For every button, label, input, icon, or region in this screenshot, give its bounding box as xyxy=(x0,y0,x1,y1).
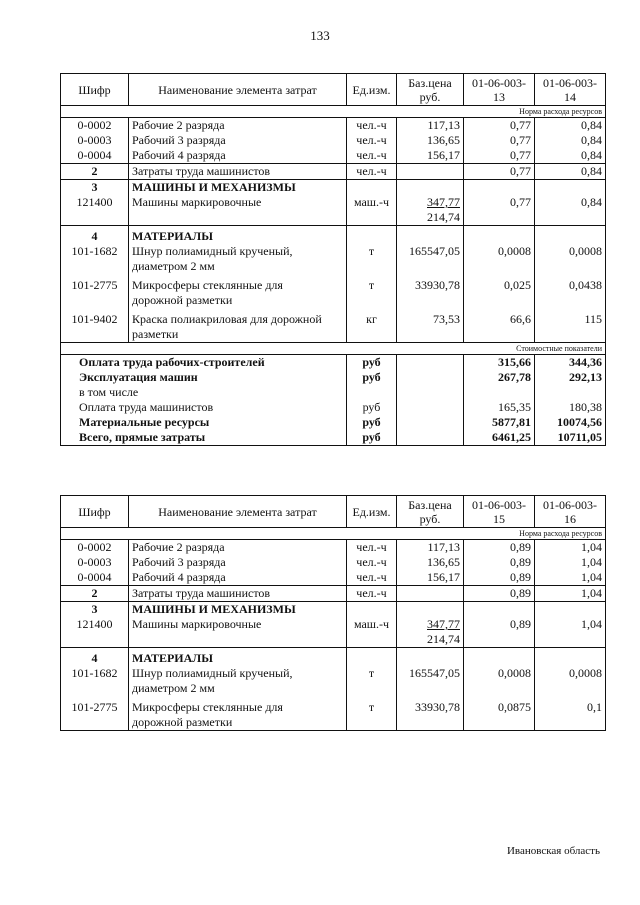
cost-value-1: 5877,81 xyxy=(464,415,535,430)
row-name: Машины маркировочные xyxy=(129,195,347,226)
row-price: 117,13 xyxy=(397,540,464,556)
section-code: 3 xyxy=(61,180,129,196)
table-row xyxy=(61,118,606,134)
row-value-1: 0,89 xyxy=(464,586,535,602)
row-value-2: 0,84 xyxy=(535,195,606,226)
row-name: Рабочие 2 разряда xyxy=(129,540,347,556)
row-code: 0-0003 xyxy=(61,133,129,148)
section-row xyxy=(61,602,606,618)
cost-value-2 xyxy=(535,385,606,400)
cost-row xyxy=(61,385,606,400)
row-price: 165547,05 xyxy=(397,244,464,274)
row-value-1: 0,0008 xyxy=(464,666,535,696)
table-row xyxy=(61,586,606,602)
row-name: Рабочий 3 разряда xyxy=(129,555,347,570)
row-unit: чел.-ч xyxy=(347,133,397,148)
cost-value-2: 180,38 xyxy=(535,400,606,415)
table-row xyxy=(61,308,606,343)
row-price: 156,17 xyxy=(397,148,464,164)
header-col2: 01-06-003-16 xyxy=(535,496,606,528)
header-price: Баз.цена руб. xyxy=(397,496,464,528)
row-code: 101-1682 xyxy=(61,244,129,274)
row-value-2: 1,04 xyxy=(535,617,606,648)
table-row xyxy=(61,666,606,696)
header-col2: 01-06-003-14 xyxy=(535,74,606,106)
row-price xyxy=(397,195,464,226)
cost-row xyxy=(61,400,606,415)
row-code: 2 xyxy=(61,586,129,602)
row-value-2: 0,84 xyxy=(535,164,606,180)
name-line-1: Микросферы стеклянные для xyxy=(132,278,283,292)
cost-name: в том числе xyxy=(61,385,347,400)
cost-value-1: 267,78 xyxy=(464,370,535,385)
row-unit: т xyxy=(347,666,397,696)
row-code: 0-0002 xyxy=(61,118,129,134)
table-row xyxy=(61,696,606,731)
row-value-2: 0,0008 xyxy=(535,244,606,274)
row-value-2: 1,04 xyxy=(535,555,606,570)
cost-unit: руб xyxy=(347,400,397,415)
cost-value-2: 292,13 xyxy=(535,370,606,385)
row-price xyxy=(397,617,464,648)
row-value-1: 0,89 xyxy=(464,540,535,556)
cost-value-1: 315,66 xyxy=(464,355,535,371)
table-row xyxy=(61,617,606,648)
name-line-1: Шнур полиамидный крученый, xyxy=(132,666,293,680)
row-code: 121400 xyxy=(61,195,129,226)
table-row xyxy=(61,570,606,586)
name-line-1: Краска полиакриловая для дорожной xyxy=(132,312,322,326)
price-line-1: 347,77 xyxy=(427,617,460,631)
cost-name: Материальные ресурсы xyxy=(61,415,347,430)
header-code: Шифр xyxy=(61,74,129,106)
row-value-2: 0,1 xyxy=(535,696,606,731)
row-price: 33930,78 xyxy=(397,696,464,731)
section-code: 4 xyxy=(61,648,129,667)
section-code: 4 xyxy=(61,226,129,245)
row-unit: чел.-ч xyxy=(347,586,397,602)
table-row xyxy=(61,133,606,148)
table-row xyxy=(61,148,606,164)
row-name xyxy=(129,308,347,343)
price-line-1: 347,77 xyxy=(427,195,460,209)
row-name xyxy=(129,666,347,696)
price-line-2: 214,74 xyxy=(427,210,460,224)
row-price xyxy=(397,586,464,602)
row-price: 117,13 xyxy=(397,118,464,134)
cost-caption-row xyxy=(61,343,606,355)
cost-caption: Стоимостные показатели xyxy=(61,343,606,355)
row-value-1: 0,89 xyxy=(464,570,535,586)
row-value-1: 0,77 xyxy=(464,195,535,226)
cost-row xyxy=(61,430,606,446)
cost-name: Эксплуатация машин xyxy=(61,370,347,385)
cost-row xyxy=(61,355,606,371)
name-line-2: дорожной разметки xyxy=(132,293,233,307)
header-price: Баз.цена руб. xyxy=(397,74,464,106)
table-header-row xyxy=(61,496,606,528)
row-unit: чел.-ч xyxy=(347,555,397,570)
row-code: 101-2775 xyxy=(61,696,129,731)
section-title: МАТЕРИАЛЫ xyxy=(129,226,347,245)
cost-unit: руб xyxy=(347,415,397,430)
row-code: 0-0002 xyxy=(61,540,129,556)
cost-name: Оплата труда машинистов xyxy=(61,400,347,415)
row-price: 136,65 xyxy=(397,133,464,148)
row-unit: т xyxy=(347,274,397,308)
name-line-1: Микросферы стеклянные для xyxy=(132,700,283,714)
table-header-row xyxy=(61,74,606,106)
section-title: МАШИНЫ И МЕХАНИЗМЫ xyxy=(129,180,347,196)
cost-value-1: 165,35 xyxy=(464,400,535,415)
row-unit: т xyxy=(347,244,397,274)
cost-row xyxy=(61,415,606,430)
row-price: 136,65 xyxy=(397,555,464,570)
row-name: Затраты труда машинистов xyxy=(129,586,347,602)
row-name xyxy=(129,274,347,308)
row-unit: чел.-ч xyxy=(347,164,397,180)
row-price: 165547,05 xyxy=(397,666,464,696)
name-line-2: диаметром 2 мм xyxy=(132,681,215,695)
row-unit: т xyxy=(347,696,397,731)
section-title: МАТЕРИАЛЫ xyxy=(129,648,347,667)
row-code: 2 xyxy=(61,164,129,180)
row-value-2: 0,0438 xyxy=(535,274,606,308)
row-unit: чел.-ч xyxy=(347,540,397,556)
table-row xyxy=(61,195,606,226)
name-line-2: дорожной разметки xyxy=(132,715,233,729)
row-name: Рабочий 3 разряда xyxy=(129,133,347,148)
section-title: МАШИНЫ И МЕХАНИЗМЫ xyxy=(129,602,347,618)
row-name xyxy=(129,696,347,731)
cost-value-2: 10074,56 xyxy=(535,415,606,430)
resource-table-1 xyxy=(60,73,606,446)
row-unit: кг xyxy=(347,308,397,343)
row-value-1: 66,6 xyxy=(464,308,535,343)
header-code: Шифр xyxy=(61,496,129,528)
resource-table-2 xyxy=(60,495,606,731)
cost-value-2: 10711,05 xyxy=(535,430,606,446)
norm-caption: Норма расхода ресурсов xyxy=(61,528,606,540)
header-name: Наименование элемента затрат xyxy=(129,496,347,528)
row-value-1: 0,77 xyxy=(464,133,535,148)
norm-caption-row xyxy=(61,106,606,118)
row-value-2: 1,04 xyxy=(535,570,606,586)
row-code: 101-1682 xyxy=(61,666,129,696)
row-code: 0-0003 xyxy=(61,555,129,570)
cost-row xyxy=(61,370,606,385)
row-value-2: 0,84 xyxy=(535,118,606,134)
cost-name: Оплата труда рабочих-строителей xyxy=(61,355,347,371)
table-row xyxy=(61,274,606,308)
price-line-2: 214,74 xyxy=(427,632,460,646)
row-price: 73,53 xyxy=(397,308,464,343)
cost-unit xyxy=(347,385,397,400)
row-value-1: 0,0875 xyxy=(464,696,535,731)
row-name xyxy=(129,244,347,274)
row-unit: маш.-ч xyxy=(347,195,397,226)
row-code: 121400 xyxy=(61,617,129,648)
section-row xyxy=(61,648,606,667)
section-code: 3 xyxy=(61,602,129,618)
row-code: 101-9402 xyxy=(61,308,129,343)
row-unit: чел.-ч xyxy=(347,148,397,164)
section-row xyxy=(61,226,606,245)
cost-value-2: 344,36 xyxy=(535,355,606,371)
cost-unit: руб xyxy=(347,370,397,385)
norm-caption: Норма расхода ресурсов xyxy=(61,106,606,118)
header-name: Наименование элемента затрат xyxy=(129,74,347,106)
row-value-1: 0,025 xyxy=(464,274,535,308)
footer-region: Ивановская область xyxy=(506,845,600,857)
header-unit: Ед.изм. xyxy=(347,496,397,528)
table-row xyxy=(61,164,606,180)
row-name: Рабочий 4 разряда xyxy=(129,148,347,164)
row-code: 0-0004 xyxy=(61,570,129,586)
row-unit: чел.-ч xyxy=(347,570,397,586)
row-value-2: 0,0008 xyxy=(535,666,606,696)
header-col1: 01-06-003-15 xyxy=(464,496,535,528)
row-code: 0-0004 xyxy=(61,148,129,164)
page-number: 133 xyxy=(310,28,330,43)
row-price: 33930,78 xyxy=(397,274,464,308)
name-line-2: диаметром 2 мм xyxy=(132,259,215,273)
row-value-1: 0,77 xyxy=(464,148,535,164)
table-row xyxy=(61,244,606,274)
row-unit: маш.-ч xyxy=(347,617,397,648)
row-price: 156,17 xyxy=(397,570,464,586)
row-name: Затраты труда машинистов xyxy=(129,164,347,180)
section-row xyxy=(61,180,606,196)
row-unit: чел.-ч xyxy=(347,118,397,134)
norm-caption-row xyxy=(61,528,606,540)
row-value-1: 0,89 xyxy=(464,617,535,648)
row-name: Рабочий 4 разряда xyxy=(129,570,347,586)
row-value-2: 115 xyxy=(535,308,606,343)
header-col1: 01-06-003-13 xyxy=(464,74,535,106)
row-name: Машины маркировочные xyxy=(129,617,347,648)
row-value-2: 1,04 xyxy=(535,540,606,556)
cost-unit: руб xyxy=(347,355,397,371)
row-value-2: 1,04 xyxy=(535,586,606,602)
table-row xyxy=(61,540,606,556)
row-value-1: 0,89 xyxy=(464,555,535,570)
row-value-2: 0,84 xyxy=(535,133,606,148)
table-row xyxy=(61,555,606,570)
row-value-1: 0,77 xyxy=(464,164,535,180)
row-value-1: 0,0008 xyxy=(464,244,535,274)
cost-value-1: 6461,25 xyxy=(464,430,535,446)
header-unit: Ед.изм. xyxy=(347,74,397,106)
cost-name: Всего, прямые затраты xyxy=(61,430,347,446)
name-line-2: разметки xyxy=(132,327,179,341)
row-price xyxy=(397,164,464,180)
name-line-1: Шнур полиамидный крученый, xyxy=(132,244,293,258)
row-name: Рабочие 2 разряда xyxy=(129,118,347,134)
cost-value-1 xyxy=(464,385,535,400)
row-value-1: 0,77 xyxy=(464,118,535,134)
row-value-2: 0,84 xyxy=(535,148,606,164)
row-code: 101-2775 xyxy=(61,274,129,308)
cost-unit: руб xyxy=(347,430,397,446)
